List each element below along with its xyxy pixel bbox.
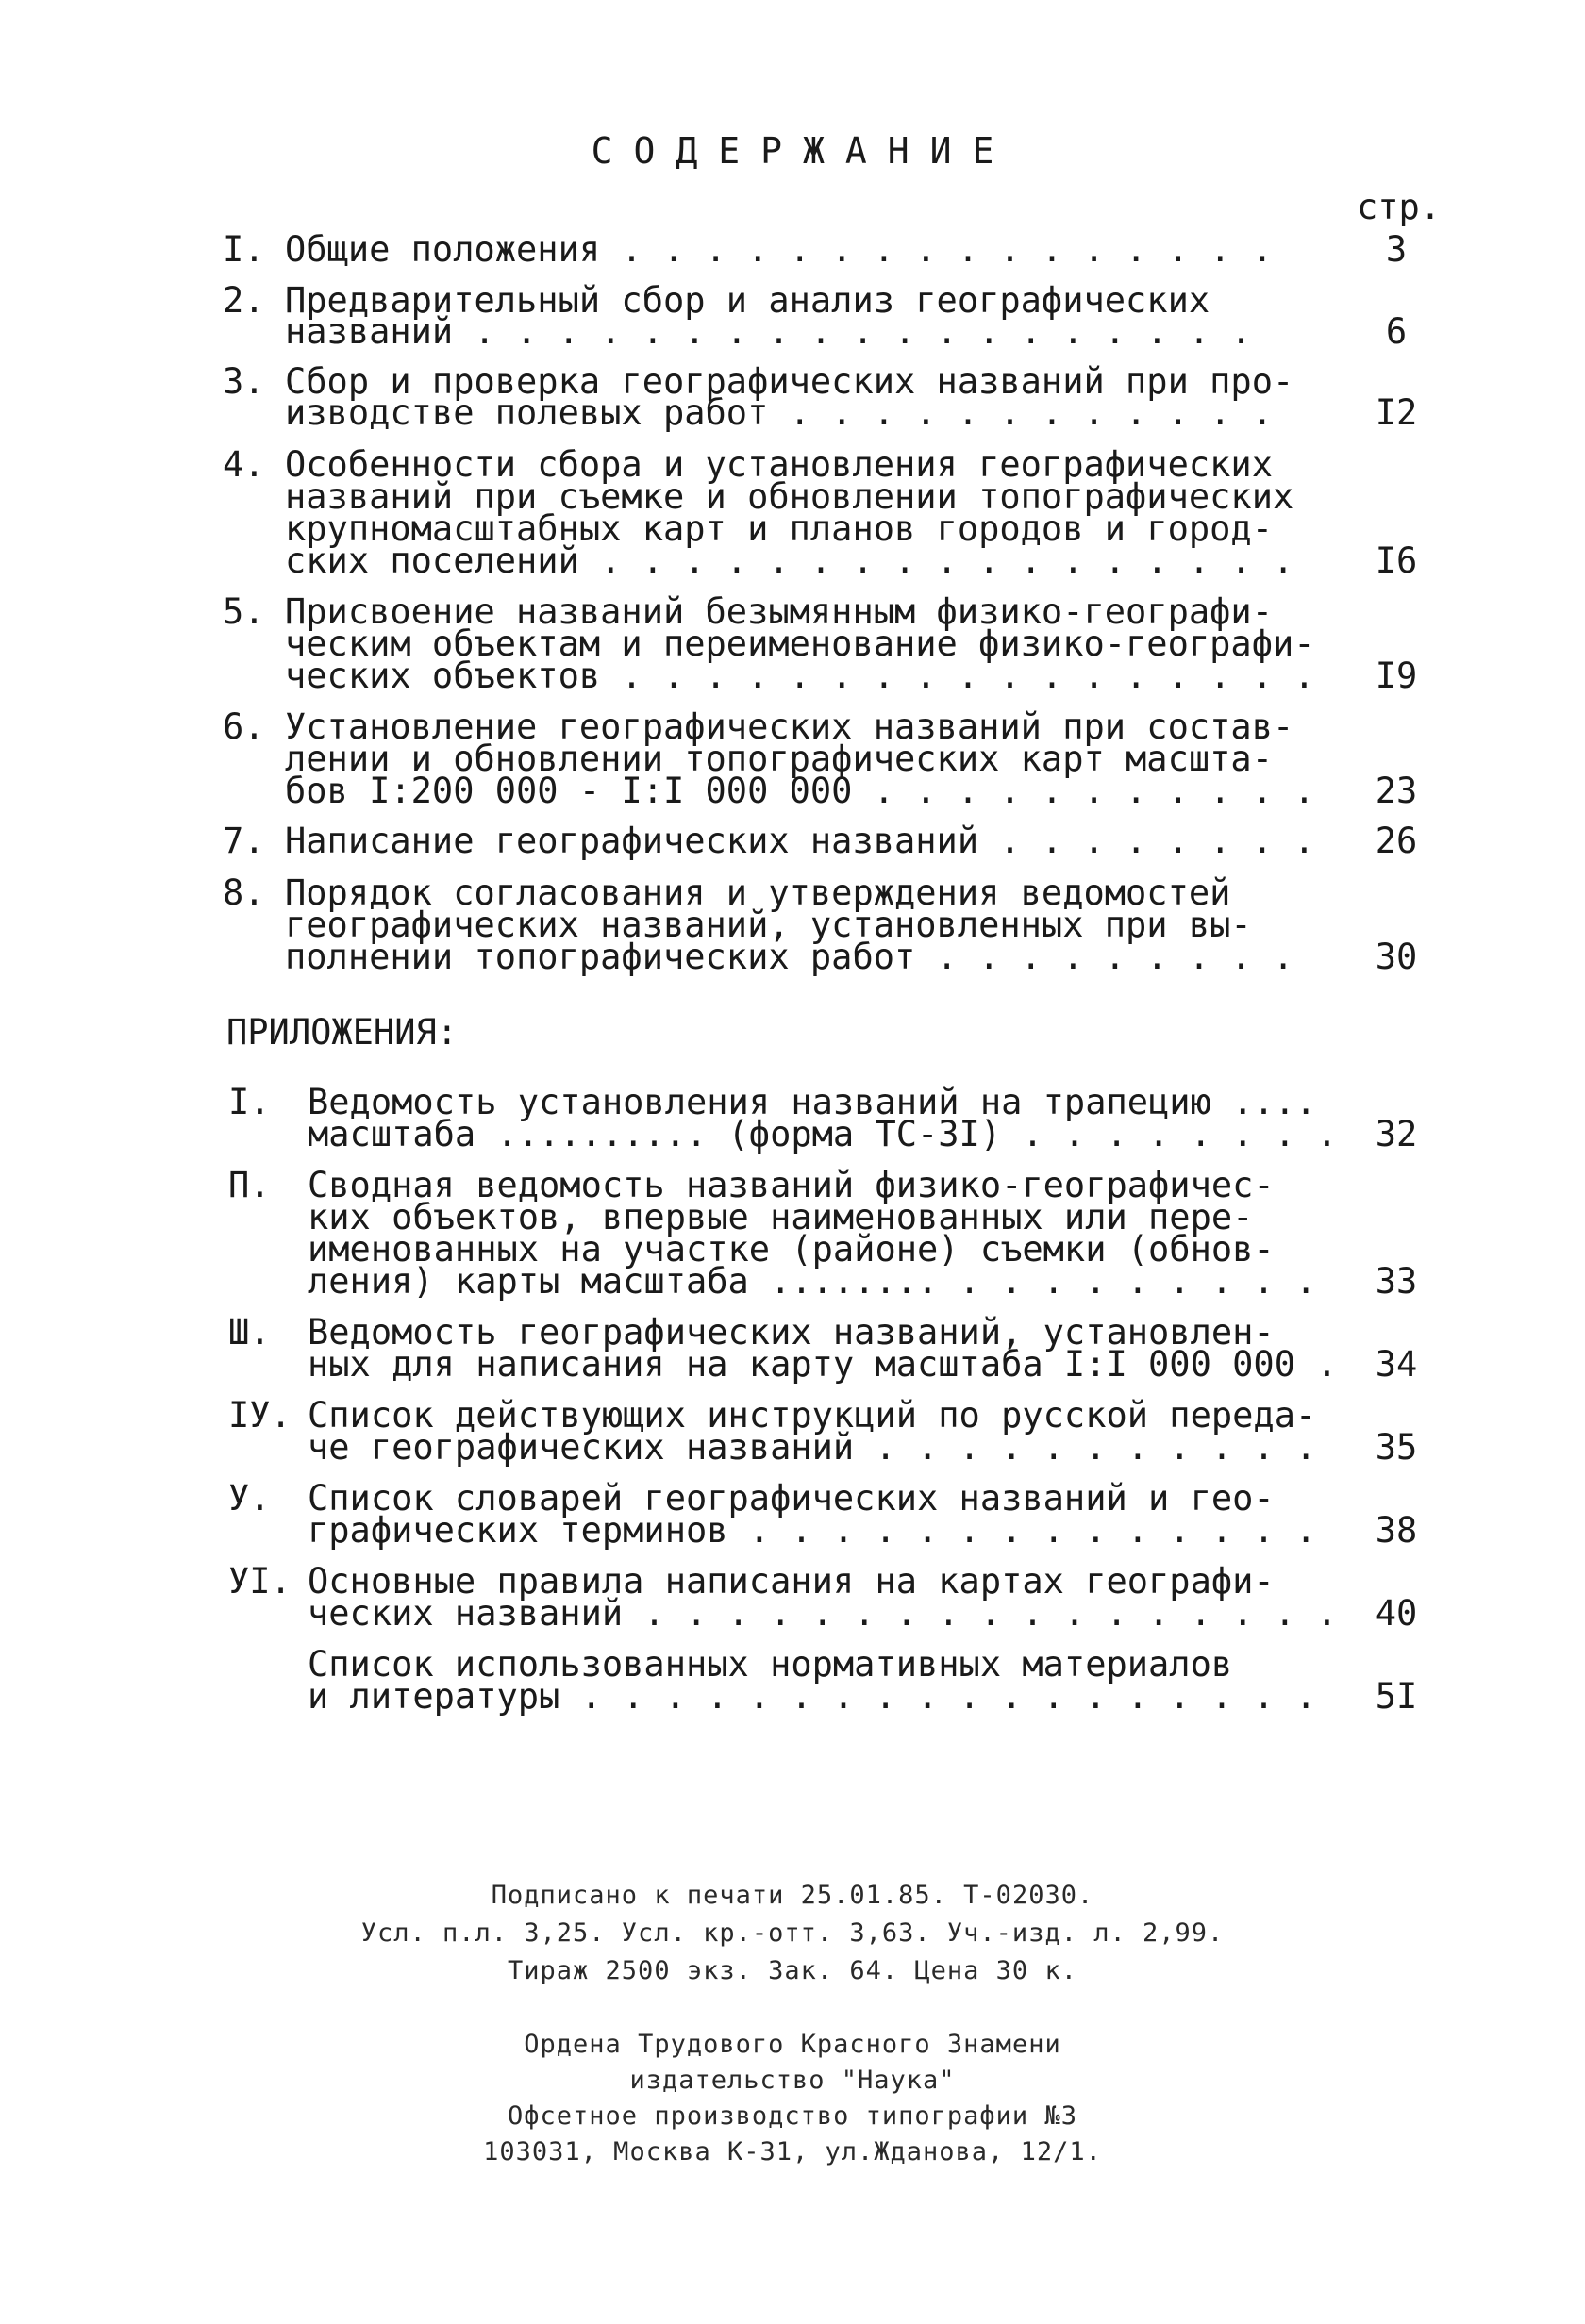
entry-page: 35 bbox=[1375, 1427, 1418, 1468]
entry-text: Сбор и проверка географических названий при про- bbox=[285, 361, 1294, 402]
entry-text: Присвоение названий безымянным физико-географи- bbox=[285, 591, 1273, 632]
page-column-label: стр. bbox=[1357, 187, 1442, 227]
entry-text: Написание географических названий . . . . . . . . bbox=[285, 821, 1315, 861]
entry-page: 34 bbox=[1375, 1344, 1418, 1385]
entry-text: масштаба .......... (форма ТС-3I) . . . . . . . . bbox=[308, 1114, 1338, 1154]
entry-text: полнении топографических работ . . . . . . . . . bbox=[285, 937, 1294, 977]
entry-text: Установление географических названий при состав- bbox=[285, 706, 1294, 747]
entry-text: названий при съемке и обновлении топографических bbox=[285, 476, 1294, 517]
entry-page: I9 bbox=[1375, 656, 1418, 696]
entry-text: крупномасштабных карт и планов городов и город- bbox=[285, 508, 1273, 549]
entry-number: I. bbox=[228, 1082, 271, 1122]
entry-page: 32 bbox=[1375, 1114, 1418, 1154]
entry-text: графических терминов . . . . . . . . . . . . . . bbox=[308, 1510, 1317, 1551]
entry-number: Ш. bbox=[228, 1312, 271, 1353]
entry-text: и литературы . . . . . . . . . . . . . . . . . . bbox=[308, 1676, 1317, 1717]
entry-text: названий . . . . . . . . . . . . . . . . . . . bbox=[285, 311, 1252, 352]
entry-text: ких объектов, впервые наименованных или пере- bbox=[308, 1197, 1254, 1237]
entry-number: 4. bbox=[223, 444, 265, 485]
entry-page: 30 bbox=[1375, 937, 1418, 977]
entry-page: 33 bbox=[1375, 1261, 1418, 1302]
entry-page: 3 bbox=[1385, 229, 1408, 270]
entry-text: изводстве полевых работ . . . . . . . . . . . . bbox=[285, 392, 1273, 433]
entry-text: Ведомость установления названий на трапецию .... bbox=[308, 1082, 1317, 1122]
entry-text: именованных на участке (районе) съемки (обнов- bbox=[308, 1229, 1275, 1270]
entry-text: Список использованных нормативных материалов bbox=[308, 1644, 1233, 1685]
entry-text: Сводная ведомость названий физико-географичес- bbox=[308, 1165, 1275, 1205]
imprint-line: Усл. п.л. 3,25. Усл. кр.-отт. 3,63. Уч.-изд. л. 2,99. bbox=[360, 1918, 1225, 1948]
entry-page: 38 bbox=[1375, 1510, 1418, 1551]
entry-number: 3. bbox=[223, 361, 265, 402]
entry-number: У. bbox=[228, 1478, 271, 1519]
entry-page: 40 bbox=[1375, 1593, 1418, 1634]
entry-text: Список действующих инструкций по русской переда- bbox=[308, 1395, 1317, 1436]
entry-text: ческих объектов . . . . . . . . . . . . . . . . . bbox=[285, 656, 1315, 696]
entry-text: ных для написания на карту масштаба I:I 000 000 . bbox=[308, 1344, 1338, 1385]
entry-text: Особенности сбора и установления географических bbox=[285, 444, 1273, 485]
entry-text: лении и обновлении топографических карт масшта- bbox=[285, 739, 1273, 779]
entry-page: 5I bbox=[1375, 1676, 1418, 1717]
entry-number: 8. bbox=[223, 872, 265, 913]
entry-text: Предварительный сбор и анализ географических bbox=[285, 280, 1210, 321]
entry-page: 23 bbox=[1375, 771, 1418, 811]
entry-page: I6 bbox=[1375, 540, 1418, 581]
entry-text: географических названий, установленных при вы- bbox=[285, 905, 1252, 945]
entry-page: I2 bbox=[1375, 392, 1418, 433]
entry-text: Основные правила написания на картах географи- bbox=[308, 1561, 1275, 1602]
entry-page: 26 bbox=[1375, 821, 1418, 861]
appendix-header: ПРИЛОЖЕНИЯ: bbox=[226, 1012, 459, 1053]
imprint-line: Подписано к печати 25.01.85. Т-02030. bbox=[491, 1881, 1094, 1910]
entry-text: Ведомость географических названий, установлен- bbox=[308, 1312, 1275, 1353]
publisher-line: Ордена Трудового Красного Знамени bbox=[524, 2030, 1061, 2059]
entry-text: че географических названий . . . . . . . . . . . bbox=[308, 1427, 1317, 1468]
entry-text: Порядок согласования и утверждения ведомостей bbox=[285, 872, 1231, 913]
imprint-line: Тираж 2500 экз. Зак. 64. Цена 30 к. bbox=[508, 1956, 1077, 1985]
publisher-line: 103031, Москва К-31, ул.Жданова, 12/1. bbox=[483, 2137, 1102, 2166]
entry-number: П. bbox=[228, 1165, 271, 1205]
entry-text: бов I:200 000 - I:I 000 000 . . . . . . . . . . . bbox=[285, 771, 1315, 811]
entry-text: Общие положения . . . . . . . . . . . . . . . . bbox=[285, 229, 1273, 270]
entry-text: ческим объектам и переименование физико-географи- bbox=[285, 623, 1315, 664]
entry-text: ческих названий . . . . . . . . . . . . . . . . . bbox=[308, 1593, 1338, 1634]
entry-number: 5. bbox=[223, 591, 265, 632]
entry-text: ских поселений . . . . . . . . . . . . . . . . . bbox=[285, 540, 1294, 581]
publisher-line: Офсетное производство типографии №3 bbox=[508, 2101, 1077, 2131]
entry-number: IУ. bbox=[228, 1395, 292, 1436]
entry-page: 6 bbox=[1385, 311, 1408, 352]
entry-number: УI. bbox=[228, 1561, 292, 1602]
entry-text: ления) карты масштаба ........ . . . . . . . . . bbox=[308, 1261, 1317, 1302]
entry-number: 7. bbox=[223, 821, 265, 861]
entry-number: 2. bbox=[223, 280, 265, 321]
entry-number: I. bbox=[223, 229, 265, 270]
page-title: СОДЕРЖАНИЕ bbox=[591, 130, 1015, 172]
entry-number: 6. bbox=[223, 706, 265, 747]
publisher-line: издательство "Наука" bbox=[629, 2066, 956, 2095]
entry-text: Список словарей географических названий и гео- bbox=[308, 1478, 1275, 1519]
